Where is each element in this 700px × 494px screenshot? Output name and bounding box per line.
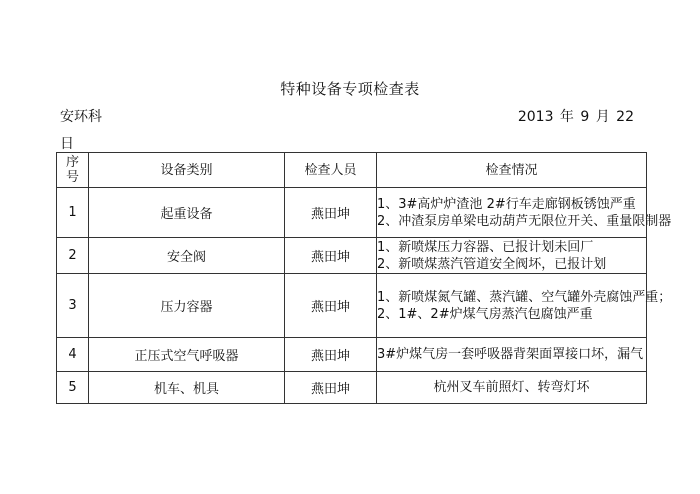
header-no-line2: 号 bbox=[65, 170, 79, 185]
row-details-line: 1、3#高炉炉渣池 2#行车走廊钢板锈蚀严重 bbox=[377, 196, 636, 212]
row-details-line: 3#炉煤气房一套呼吸器背架面罩接口坏，漏气 bbox=[377, 347, 644, 362]
row-details bbox=[377, 238, 647, 274]
row-details-line: 杭州叉车前照灯、转弯灯坏 bbox=[433, 380, 590, 395]
row-inspector: 燕田坤 bbox=[285, 238, 377, 274]
header-no-line1: 序 bbox=[65, 155, 79, 170]
row-details bbox=[377, 338, 647, 372]
row-details-line: 2、新喷煤蒸汽管道安全阀坏，已报计划 bbox=[377, 256, 607, 272]
row-category: 压力容器 bbox=[89, 274, 285, 338]
row-inspector: 燕田坤 bbox=[285, 188, 377, 238]
row-inspector: 燕田坤 bbox=[285, 274, 377, 338]
document-title: 特种设备专项检查表 bbox=[280, 80, 420, 98]
row-details bbox=[377, 372, 647, 404]
inspection-table bbox=[56, 152, 672, 404]
row-details-line: 1、新喷煤氮气罐、蒸汽罐、空气罐外壳腐蚀严重； bbox=[377, 289, 672, 305]
header-inspector: 检查人员 bbox=[285, 153, 377, 188]
row-inspector: 燕田坤 bbox=[285, 372, 377, 404]
row-category: 正压式空气呼吸器 bbox=[89, 338, 285, 372]
row-no: 3 bbox=[57, 274, 89, 338]
row-details bbox=[377, 274, 672, 338]
table-row bbox=[57, 238, 647, 274]
row-no: 5 bbox=[57, 372, 89, 404]
table-row bbox=[57, 274, 647, 338]
row-details bbox=[377, 188, 672, 238]
header-details: 检查情况 bbox=[377, 153, 647, 188]
row-inspector: 燕田坤 bbox=[285, 338, 377, 372]
date-day-char: 日 bbox=[60, 136, 74, 152]
row-details-line: 1、新喷煤压力容器、已报计划未回厂 bbox=[377, 239, 594, 255]
header-no bbox=[57, 153, 89, 188]
row-category: 机车、机具 bbox=[89, 372, 285, 404]
header-category: 设备类别 bbox=[89, 153, 285, 188]
row-no: 1 bbox=[57, 188, 89, 238]
row-no: 2 bbox=[57, 238, 89, 274]
table-header-row bbox=[57, 153, 647, 188]
table-row bbox=[57, 372, 647, 404]
table-row bbox=[57, 188, 647, 238]
row-no: 4 bbox=[57, 338, 89, 372]
row-details-line: 2、1#、2#炉煤气房蒸汽包腐蚀严重 bbox=[377, 306, 593, 322]
row-category: 起重设备 bbox=[89, 188, 285, 238]
table-row bbox=[57, 338, 647, 372]
inspection-date: 2013 年 9 月 22 bbox=[517, 109, 634, 125]
row-category: 安全阀 bbox=[89, 238, 285, 274]
row-details-line: 2、冲渣泵房单梁电动葫芦无限位开关、重量限制器 bbox=[377, 213, 672, 229]
department-label: 安环科 bbox=[60, 109, 102, 125]
